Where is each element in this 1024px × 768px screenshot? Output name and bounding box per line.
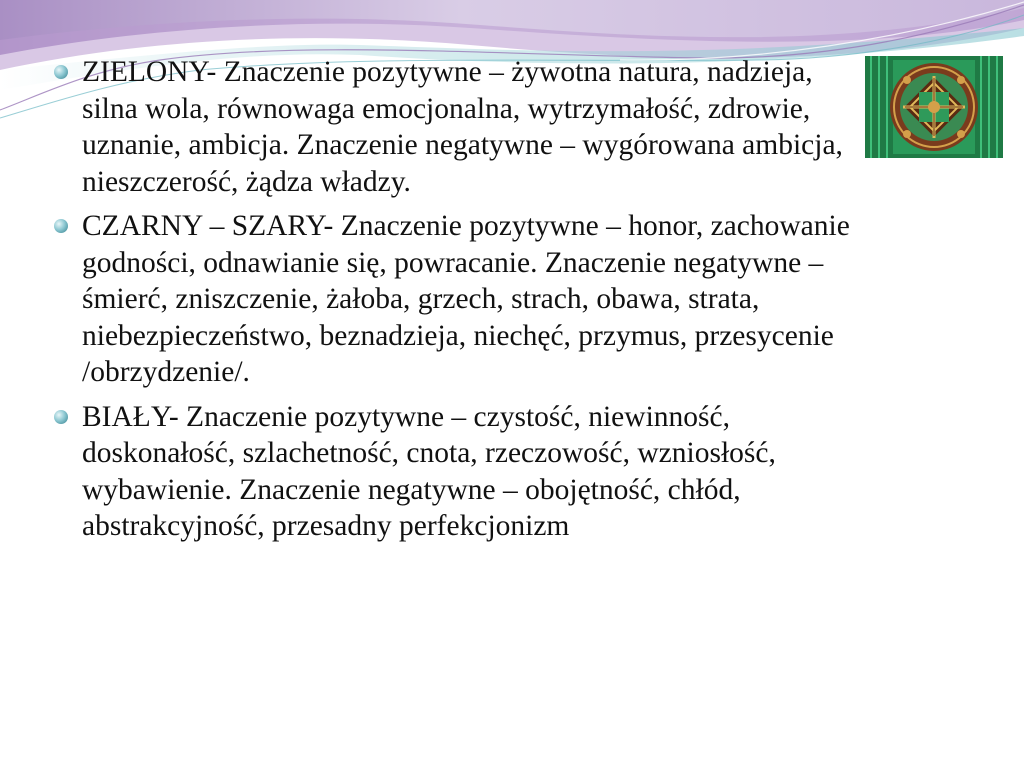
bullet-dot-icon [52,63,70,81]
bullet-dot-icon [52,408,70,426]
bullet-item-white [50,399,860,545]
bullet-item-black-gray [50,208,860,391]
bullet-text: CZARNY – SZARY- Znaczenie pozytywne – honor, zachowanie godności, odnawianie się, powracanie. Znaczenie negatywne – śmierć, zniszczenie, żałoba, grzech, strach, obawa, strata, niebezpieczeństwo, beznadzieja, niechęć, przymus, przesycenie /obrzydzenie/. [82,210,850,388]
bullet-text: ZIELONY- Znaczenie pozytywne – żywotna natura, nadzieja, silna wola, równowaga emocjonalna, wytrzymałość, zdrowie, uznanie, ambicja. Znaczenie negatywne – wygórowana ambicja, nieszczerość, żądza władzy. [82,56,843,198]
green-celtic-knot-ornament [865,56,1003,158]
bullet-dot-icon [52,217,70,235]
bullet-item-green [50,54,860,200]
bullet-text: BIAŁY- Znaczenie pozytywne – czystość, niewinność, doskonałość, szlachetność, cnota, rzeczowość, wzniosłość, wybawienie. Znaczenie negatywne – obojętność, chłód, abstrakcyjność, przesadny perfekcjonizm [82,400,776,542]
bullet-list [50,54,860,553]
